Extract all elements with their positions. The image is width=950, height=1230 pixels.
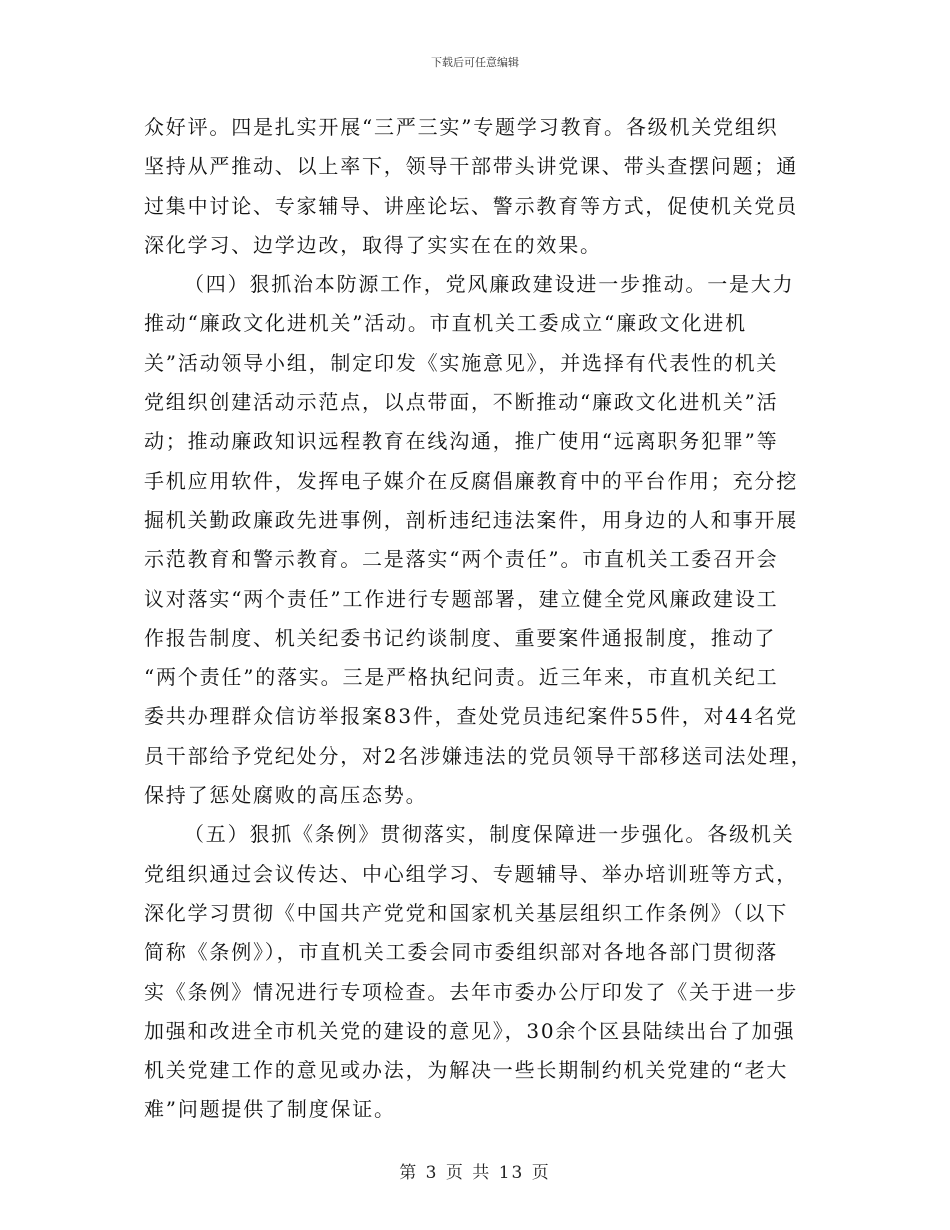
- text-line: “两个责任”的落实。三是严格执纪问责。近三年来，市直机关纪工: [144, 665, 779, 690]
- text-line: 党组织通过会议传达、中心组学习、专题辅导、举办培训班等方式，: [144, 861, 798, 886]
- paragraph: [144, 815, 796, 1129]
- text-line: 作报告制度、机关纪委书记约谈制度、重要案件通报制度，推动了: [144, 625, 777, 650]
- text-line: 坚持从严推动、以上率下，领导干部带头讲党课、带头查摆问题；通: [144, 154, 798, 179]
- text-line: （四）狠抓治本防源工作，党风廉政建设进一步推动。一是大力: [184, 272, 795, 297]
- text-line: 掘机关勤政廉政先进事例，剖析违纪违法案件，用身边的人和事开展: [144, 507, 798, 532]
- paragraph: [144, 265, 813, 815]
- text-line: 党组织创建活动示范点，以点带面，不断推动“廉政文化进机关”活: [144, 390, 779, 415]
- text-line: 委共办理群众信访举报案83件，查处党员违纪案件55件，对44名党: [144, 704, 798, 729]
- page-header: 下载后可任意编辑: [431, 56, 519, 69]
- text-line: 关”活动领导小组，制定印发《实施意见》，并选择有代表性的机关: [144, 350, 779, 375]
- text-line: 深化学习、边学边改，取得了实实在在的效果。: [144, 232, 602, 257]
- text-line: 议对落实“两个责任”工作进行专题部署，建立健全党风廉政建设工: [144, 586, 779, 611]
- text-line: 简称《条例》），市直机关工委会同市委组织部对各地各部门贯彻落: [144, 940, 778, 965]
- text-line: 过集中讨论、专家辅导、讲座论坛、警示教育等方式，促使机关党员: [144, 193, 798, 218]
- text-line: 保持了惩处腐败的高压态势。: [144, 783, 428, 808]
- text-line: （五）狠抓《条例》贯彻落实，制度保障进一步强化。各级机关: [184, 822, 795, 847]
- text-line: 推动“廉政文化进机关”活动。市直机关工委成立“廉政文化进机: [144, 311, 747, 336]
- paragraph: [144, 108, 796, 265]
- text-line: 难”问题提供了制度保证。: [144, 1097, 396, 1122]
- text-line: 加强和改进全市机关党的建设的意见》，30余个区县陆续出台了加强: [144, 1018, 796, 1043]
- text-line: 深化学习贯彻《中国共产党党和国家机关基层组织工作条例》（以下: [144, 900, 788, 925]
- text-line: 众好评。四是扎实开展“三严三实”专题学习教育。各级机关党组织: [144, 115, 779, 139]
- text-line: 动；推动廉政知识远程教育在线沟通，推广使用“远离职务犯罪”等: [144, 429, 779, 454]
- text-line: 手机应用软件，发挥电子媒介在反腐倡廉教育中的平台作用；充分挖: [144, 468, 798, 493]
- document-body: [144, 108, 813, 1130]
- text-line: 员干部给予党纪处分，对2名涉嫌违法的党员领导干部移送司法处理，: [144, 743, 813, 768]
- text-line: 机关党建工作的意见或办法，为解决一些长期制约机关党建的“老大: [144, 1058, 789, 1083]
- text-line: 实《条例》情况进行专项检查。去年市委办公厅印发了《关于进一步: [144, 979, 798, 1004]
- page-number-footer: 第 3 页 共 13 页: [399, 1163, 551, 1183]
- text-line: 示范教育和警示教育。二是落实“两个责任”。市直机关工委召开会: [144, 547, 779, 572]
